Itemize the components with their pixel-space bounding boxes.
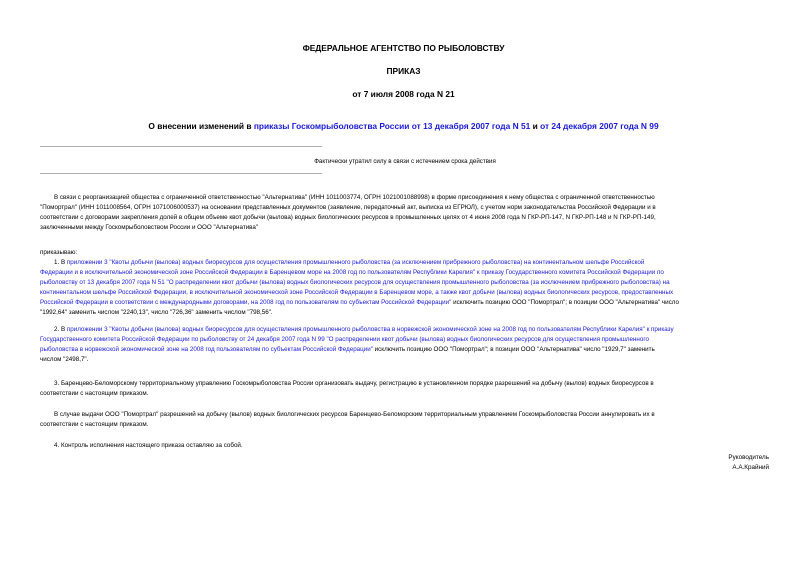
title-middle: и xyxy=(530,121,541,131)
doc-type-heading: ПРИКАЗ xyxy=(386,66,421,76)
item-1-link[interactable]: континентальном шельфе Российской Федерации, в исключительной экономической зоне Российской Федерации в Баренцевом море, а также квот добычи (вылова) водных биологических ресурсов, предоставленных xyxy=(40,289,674,296)
item-2-link[interactable]: Государственного комитета Российской Федерации по рыболовству от 24 декабря 2007 года N 99 "О распределении квот добычи (вылова) водных биологических ресурсов для осуществления промышленного xyxy=(40,336,649,343)
signature-block xyxy=(728,453,769,473)
title-prefix: О внесении изменений в xyxy=(148,121,254,131)
signature-position: Руководитель xyxy=(728,454,769,461)
preamble-line: "Помортрал" (ИНН 1011008564, ОГРН 1071006000537) на основании представленных документов (заявление, передаточный акт, выписка из ЕГРЮЛ), с учетом норм законодательства Российской Федерации и в xyxy=(40,204,656,211)
item-1-link[interactable]: рыболовству от 13 декабря 2007 года N 51 "О распределении квот добычи (вылова) водных биологических ресурсов для осуществления промышленного рыболовства (за исключением прибрежного рыболовства) на xyxy=(40,279,670,286)
title-link-order-51[interactable]: приказы Госкомрыболовства России от 13 декабря 2007 года N 51 xyxy=(253,121,531,131)
divider-bottom xyxy=(40,173,322,174)
item-1-text: "1992,64" заменить числом "2240,13", число "726,36" заменить числом "798,56". xyxy=(40,309,273,316)
item-2-text: исключить позицию ООО "Помортрал"; в позиции ООО "Альтернатива" число "1929,7" заменить xyxy=(372,346,655,353)
date-number-heading: от 7 июля 2008 года N 21 xyxy=(352,89,455,99)
item-1-link[interactable]: приложении 3 "Квоты добычи (вылова) водных биоресурсов для осуществления промышленного рыболовства (за исключением прибрежного рыболовства) на континентальном шельфе Российской xyxy=(66,259,645,266)
preamble-line: соответствии с договорами закрепления долей в общем объеме квот добычи (вылова) водных биологических ресурсов в промышленных целях от 4 июня 2008 года N ГКР-РП-147, N ГКР-РП-148 и N ГКР-РП-149, xyxy=(40,214,656,221)
item-3b-text: В случае выдачи ООО "Помортрал" разрешений на добычу (вылов) водных биологических ресурсов Баренцево-Беломорским территориальным управлением Госкомрыболовства России аннулировать их в xyxy=(54,411,655,418)
item-3-text: соответствии с настоящим приказом. xyxy=(40,390,149,397)
item-1-number: 1. В xyxy=(54,259,67,266)
signature-name: А.А.Крайний xyxy=(732,464,769,471)
item-3b-paragraph xyxy=(40,410,770,430)
item-2-text: числом "2498,7". xyxy=(40,356,89,363)
preamble-line: заключенными между Госкомрыболовством России и ООО "Альтернатива" xyxy=(40,224,259,231)
item-2-paragraph xyxy=(40,325,770,365)
item-1-text: исключить позицию ООО "Помортрал"; в позиции ООО "Альтернатива" число xyxy=(451,299,679,306)
preamble-paragraph xyxy=(40,193,770,233)
item-2-number: 2. В xyxy=(54,326,67,333)
item-3b-text: соответствии с настоящим приказом. xyxy=(40,421,149,428)
title-link-order-99[interactable]: от 24 декабря 2007 года N 99 xyxy=(540,121,659,131)
order-word: приказываю: xyxy=(40,249,78,256)
item-3-text: 3. Баренцево-Беломорскому территориальному управлению Госкомрыболовства России организовать выдачу, регистрацию в установленном порядке разрешений на добычу (вылов) водных биоресурсов в xyxy=(54,380,654,387)
item-4-text: 4. Контроль исполнения настоящего приказа оставляю за собой. xyxy=(54,442,243,449)
document-title xyxy=(0,121,807,131)
item-2-link[interactable]: рыболовства в норвежской экономической зоне на 2008 год пользователям по субъектам Российской Федерации" xyxy=(40,346,373,353)
status-note: Фактически утратил силу в связи с истечением срока действия xyxy=(314,158,496,165)
item-4-paragraph xyxy=(40,441,770,451)
item-1-paragraph xyxy=(40,258,770,318)
item-1-link[interactable]: Федерации и в исключительной экономической зоне Российской Федерации в Баренцевом море на 2008 год по пользователям Республики Карелия" к приказу Государственного комитета Российской Федерации по xyxy=(40,269,664,276)
item-2-link[interactable]: приложении 3 "Квоты добычи (вылова) водных биоресурсов для осуществления промышленного рыболовства в норвежской экономической зоне на 2008 год по пользователям Республики Карелия" к приказу xyxy=(66,326,674,333)
item-1-link[interactable]: Российской Федерации в соответствии с международными договорами, на 2008 год по пользователям по субъектам Российской Федерации" xyxy=(40,299,452,306)
preamble-line: В связи с реорганизацией общества с ограниченной ответственностью "Альтернатива" (ИНН 1011003774, ОГРН 1021001088998) в форме присоединения к нему общества с ограниченной ответственностью xyxy=(54,194,655,201)
divider-top xyxy=(40,146,322,147)
item-3-paragraph xyxy=(40,379,770,399)
agency-heading: ФЕДЕРАЛЬНОЕ АГЕНТСТВО ПО РЫБОЛОВСТВУ xyxy=(302,43,505,53)
